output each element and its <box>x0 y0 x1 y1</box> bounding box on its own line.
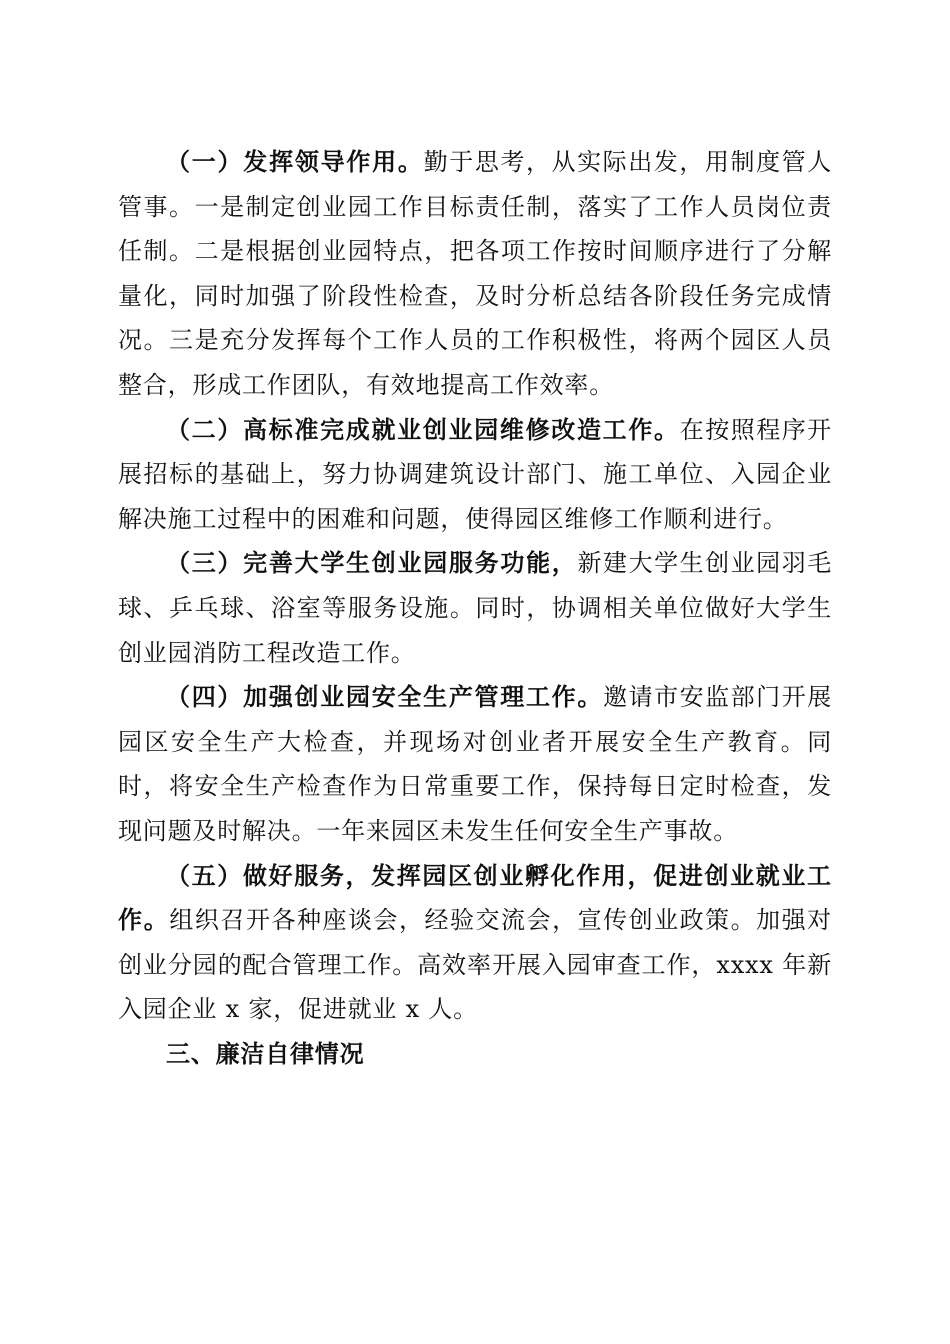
paragraph-3-lead: （三）完善大学生创业园服务功能， <box>166 549 578 578</box>
paragraph-5-body: 组织召开各种座谈会，经验交流会，宣传创业政策。加强对创业分园的配合管理工作。高效率开展入园审查工作，xxxx 年新入园企业 x 家，促进就业 x 人。 <box>118 906 832 1024</box>
paragraph-5-lead: （五）做好服务，发挥园区创业孵化作用，促进创业就业工作。 <box>118 861 832 935</box>
paragraph-4 <box>118 675 832 853</box>
paragraph-1-body: 勤于思考，从实际出发，用制度管人管事。一是制定创业园工作目标责任制，落实了工作人员岗位责任制。二是根据创业园特点，把各项工作按时间顺序进行了分解量化，同时加强了阶段性检查，及时分析总结各阶段任务完成情况。三是充分发挥每个工作人员的工作积极性，将两个园区人员整合，形成工作团队，有效地提高工作效率。 <box>118 148 832 399</box>
document-body <box>118 140 832 1076</box>
paragraph-1 <box>118 140 832 408</box>
paragraph-2-lead: （二）高标准完成就业创业园维修改造工作。 <box>166 415 680 444</box>
paragraph-3-body: 新建大学生创业园羽毛球、乒乓球、浴室等服务设施。同时，协调相关单位做好大学生创业园消防工程改造工作。 <box>118 549 833 667</box>
paragraph-2-body: 在按照程序开展招标的基础上，努力协调建筑设计部门、施工单位、入园企业解决施工过程中的困难和问题，使得园区维修工作顺利进行。 <box>118 415 832 533</box>
paragraph-3 <box>118 541 832 675</box>
paragraph-4-body: 邀请市安监部门开展园区安全生产大检查，并现场对创业者开展安全生产教育。同时，将安全生产检查作为日常重要工作，保持每日定时检查，发现问题及时解决。一年来园区未发生任何安全生产事故。 <box>118 683 833 845</box>
section-heading: 三、廉洁自律情况 <box>166 1039 365 1068</box>
paragraph-1-lead: （一）发挥领导作用。 <box>166 148 424 176</box>
paragraph-5 <box>118 854 832 1032</box>
paragraph-4-lead: （四）加强创业园安全生产管理工作。 <box>166 683 604 712</box>
paragraph-2 <box>118 408 832 542</box>
